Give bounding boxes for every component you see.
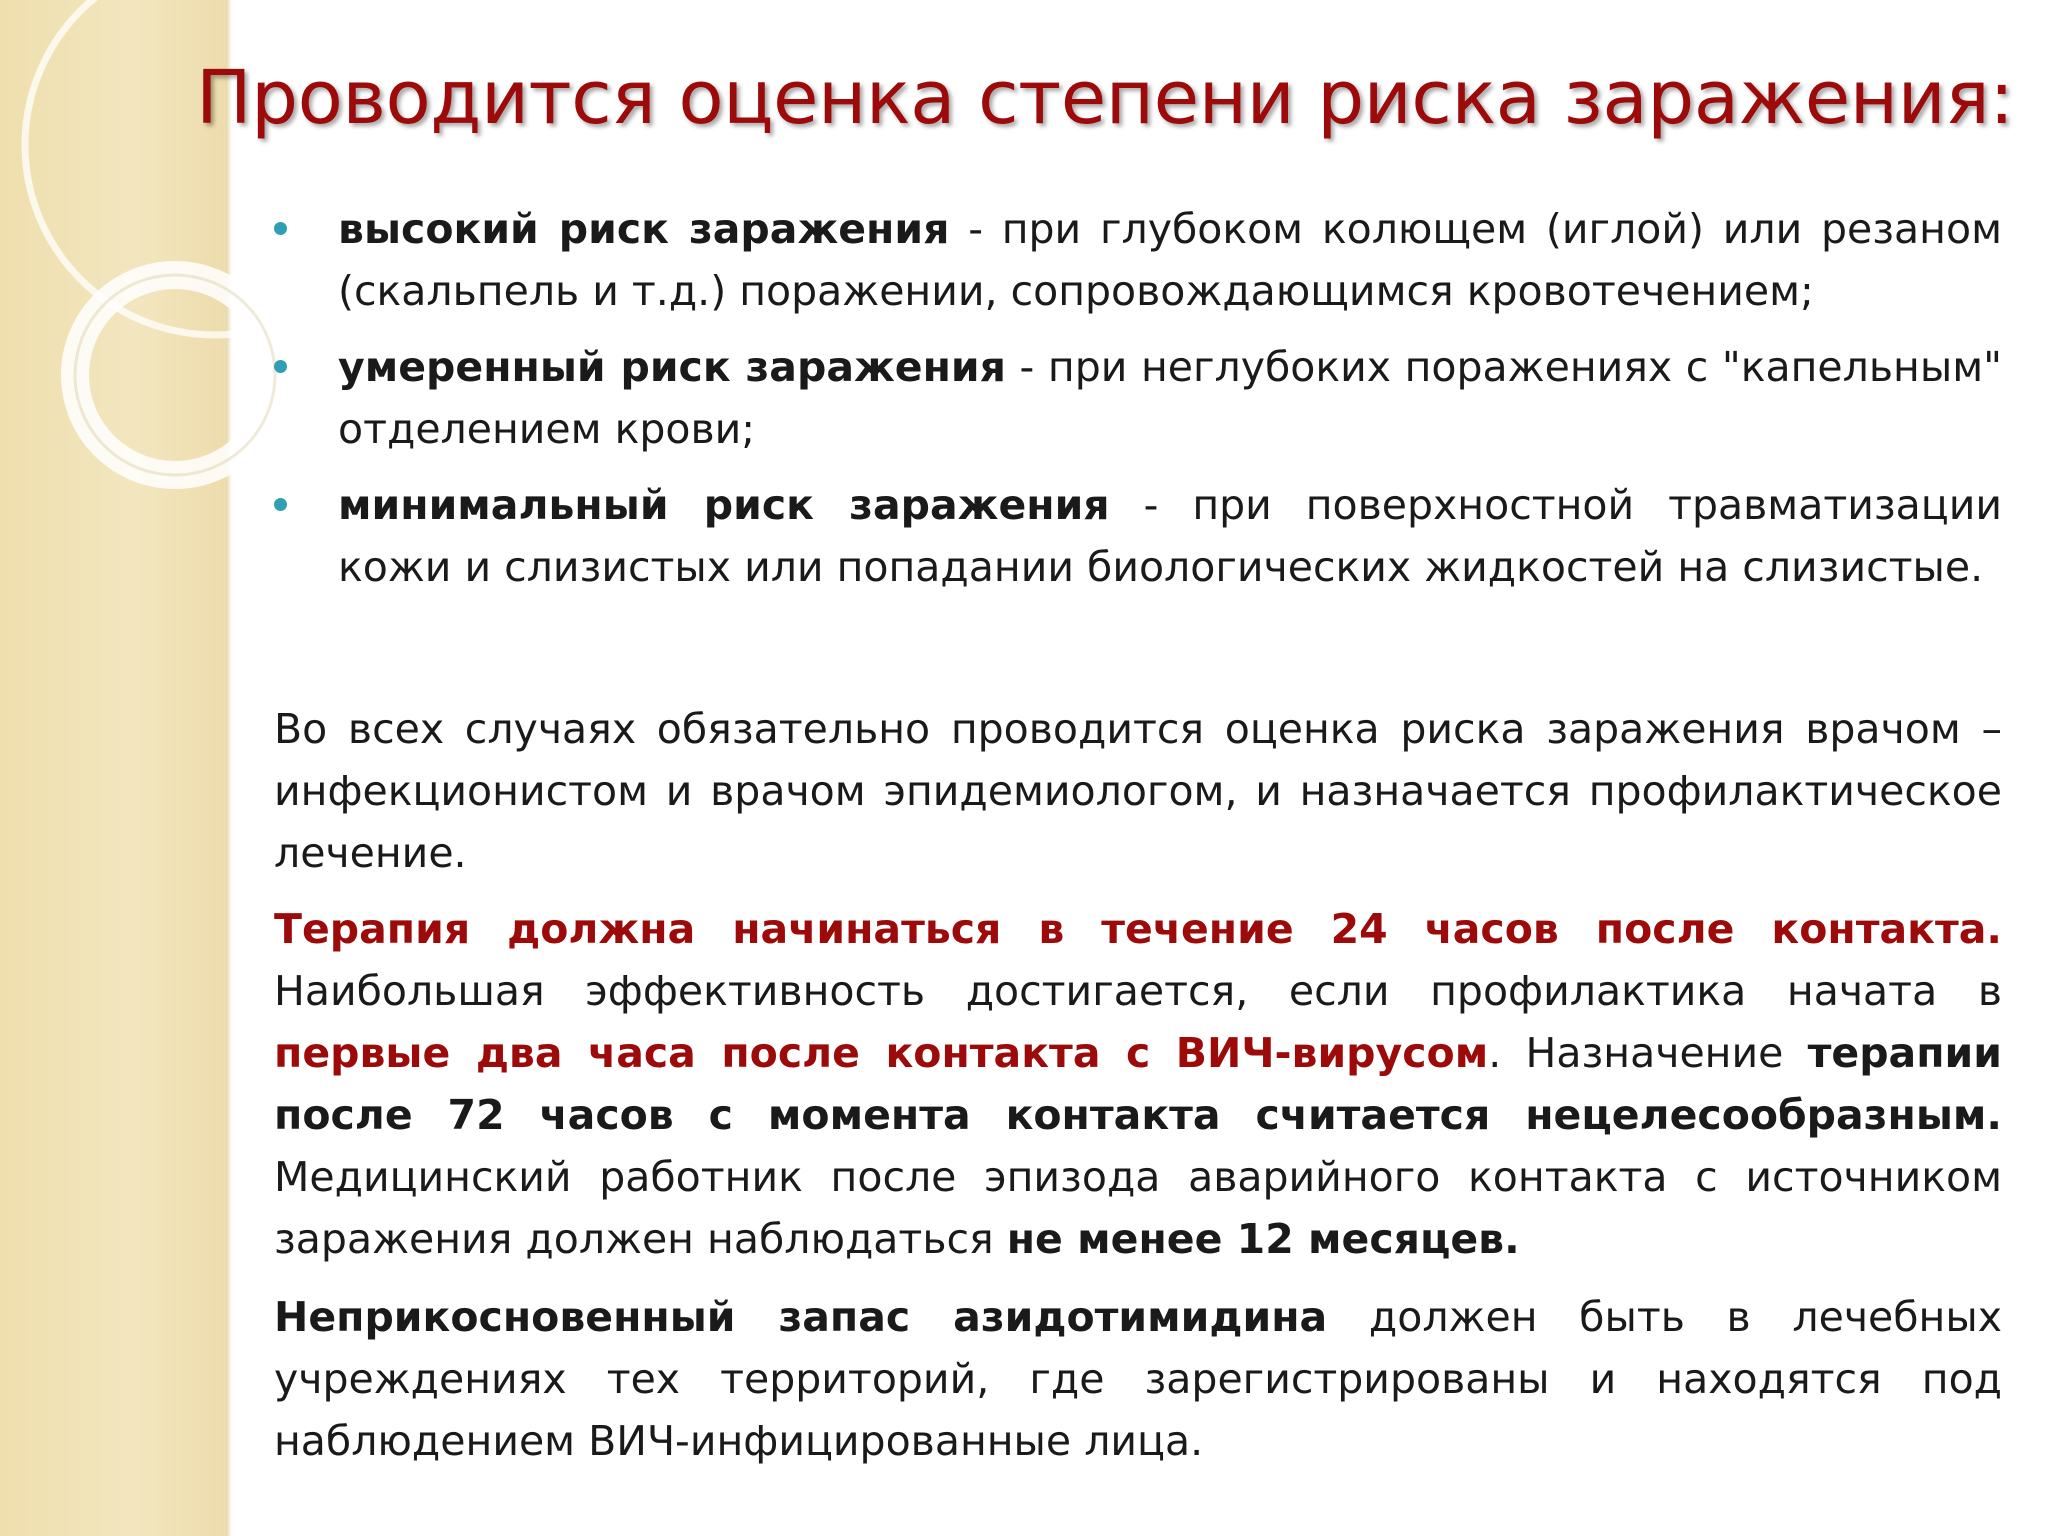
list-item-high-risk: [270, 198, 2002, 322]
first-two-hours-highlight: первые два часа после контакта с ВИЧ-вирусом: [274, 1029, 1489, 1077]
bullet-dot-icon: [274, 222, 287, 235]
bullet-text: - при поверхностной травматизации кожи и слизистых или попадании биологических жидкостей на слизистые.: [338, 481, 2003, 591]
list-item-minimal-risk: [270, 474, 2002, 598]
observation-period-bold: не менее 12 месяцев.: [1006, 1215, 1520, 1263]
azidothymidine-bold: Неприкосновенный запас азидотимидина: [274, 1293, 1328, 1341]
therapy-deadline-highlight: Терапия должна начинаться в течение 24 часов после контакта.: [274, 905, 2002, 953]
azidothymidine-text: должен быть в лечебных учреждениях тех территорий, где зарегистрированы и находятся под наблюдением ВИЧ-инфицированные лица.: [274, 1293, 2002, 1465]
decorative-sidebar: [0, 0, 226, 1536]
therapy-text: . Назначение: [1488, 1029, 1808, 1077]
risk-levels-list: [270, 198, 2002, 612]
bullet-dot-icon: [274, 360, 287, 373]
therapy-text: Медицинский работник после эпизода аварийного контакта с источником заражения должен наблюдаться: [274, 1153, 2002, 1263]
list-item-moderate-risk: [270, 336, 2002, 460]
bullet-dot-icon: [274, 498, 287, 511]
bullet-text: - при глубоком колющем (иглой) или резаном (скальпель и т.д.) поражении, сопровождающимся кровотечением;: [338, 205, 2003, 315]
bullet-term: минимальный риск заражения: [338, 481, 1110, 529]
bullet-term: высокий риск заражения: [338, 205, 950, 253]
paragraph-risk-assessment: Во всех случаях обязательно проводится оценка риска заражения врачом – инфекционистом и врачом эпидемиологом, и назначается профилактическое лечение.: [274, 705, 2002, 877]
bullet-term: умеренный риск заражения: [338, 343, 1006, 391]
slide-title: Проводится оценка степени риска заражения:: [196, 55, 2014, 141]
therapy-text: Наибольшая эффективность достигается, если профилактика начата в: [274, 967, 2002, 1015]
72-hours-bold: терапии после 72 часов с момента контакта считается нецелесообразным.: [274, 1029, 2002, 1139]
sidebar-edge: [226, 0, 232, 1536]
paragraph-therapy: [274, 898, 2002, 1270]
bullet-text: - при неглубоких поражениях с "капельным" отделением крови;: [338, 343, 2002, 453]
paragraph-azidothymidine: [274, 1286, 2002, 1472]
